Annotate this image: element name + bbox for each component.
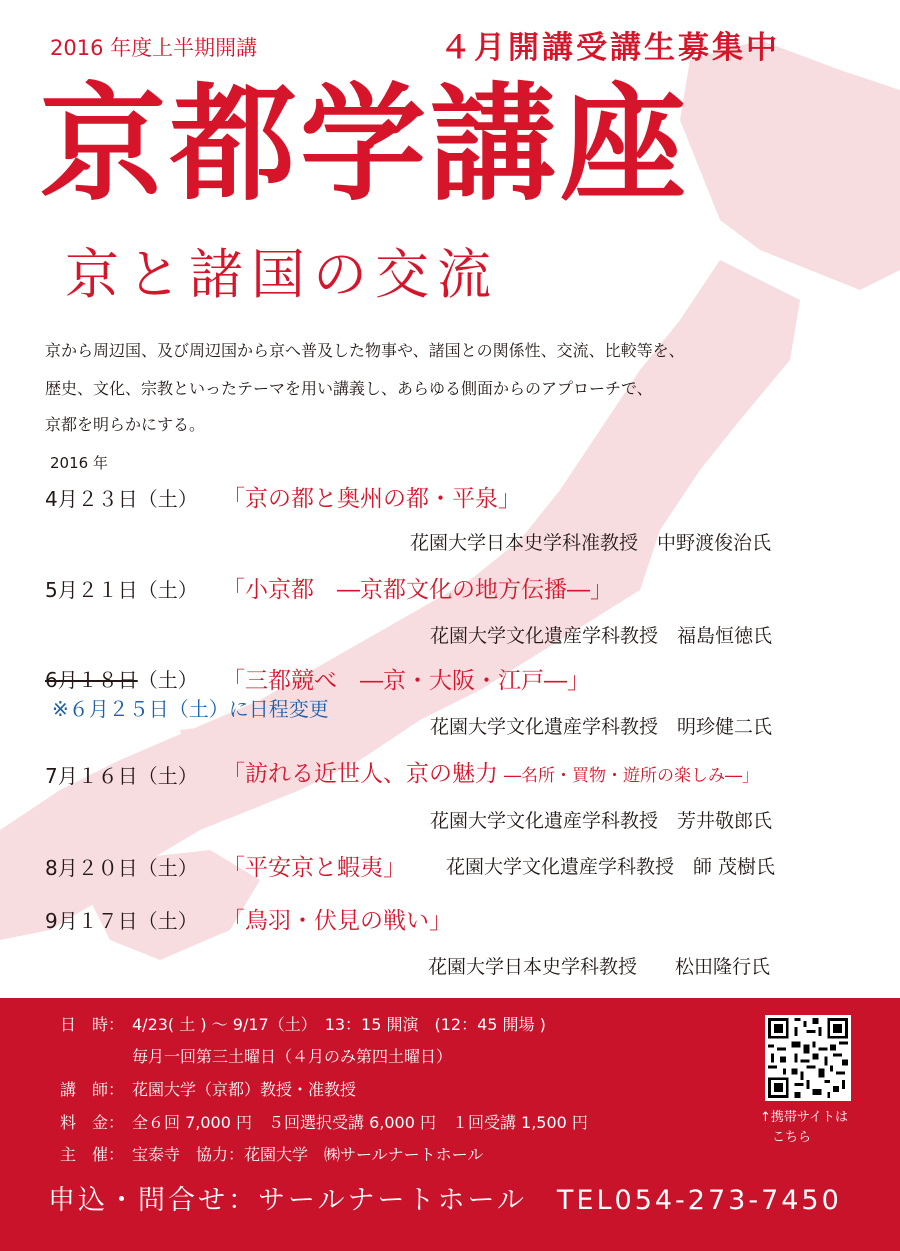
date-weekday: （土） bbox=[137, 668, 198, 692]
datetime-label: 日 時： bbox=[60, 1015, 125, 1034]
lecture-title: 「京の都と奥州の都・平泉」 bbox=[222, 486, 521, 512]
intro-line-2: 歴史、文化、宗教といったテーマを用い講義し、あらゆる側面からのアプローチで、 bbox=[45, 379, 653, 398]
lecture-subtitle: ―名所・買物・遊所の楽しみ―」 bbox=[504, 766, 759, 786]
lecturer-name: 花園大学文化遺産学科教授 明珍健二氏 bbox=[430, 716, 773, 738]
host-value: 宝泰寺 協力：花園大学 ㈱サールナートホール bbox=[132, 1145, 484, 1164]
qr-caption-line-1: ↑携帯サイトは bbox=[760, 1110, 848, 1125]
subtitle: 京と諸国の交流 bbox=[65, 243, 499, 306]
lecture-date: 8月２０日（土） bbox=[45, 856, 198, 880]
lecture-title: 「訪れる近世人、京の魅力 bbox=[222, 761, 498, 787]
lecture-title: 「三都競べ ―京・大阪・江戸―」 bbox=[222, 668, 590, 694]
lecture-title: 「鳥羽・伏見の戦い」 bbox=[222, 908, 452, 934]
lecturer-value: 花園大学（京都）教授・准教授 bbox=[132, 1080, 357, 1099]
lecture-title-line bbox=[222, 755, 759, 788]
datetime-note: 毎月一回第三土曜日（４月のみ第四土曜日） bbox=[132, 1047, 453, 1066]
datetime-value: 4/23( 土 ) ～ 9/17（土） 13：15 開演 (12：45 開場 ) bbox=[132, 1015, 546, 1034]
lecturer-label: 講 師： bbox=[60, 1080, 125, 1099]
lecture-date: 7月１６日（土） bbox=[45, 764, 198, 788]
intro-line-3: 京都を明らかにする。 bbox=[45, 415, 206, 434]
fee-label: 料 金： bbox=[60, 1113, 125, 1132]
lecturer-name: 花園大学文化遺産学科教授 師 茂樹氏 bbox=[446, 856, 776, 878]
qr-code[interactable] bbox=[765, 1015, 851, 1101]
lecturer-name: 花園大学文化遺産学科教授 福島恒徳氏 bbox=[430, 625, 773, 647]
lecture-date-changed bbox=[45, 664, 198, 693]
lecture-date: 5月２１日（土） bbox=[45, 578, 198, 602]
lecture-date: 9月１７日（土） bbox=[45, 909, 198, 933]
contact-info: 申込・問合せ：サールナートホール TEL054-273-7450 bbox=[48, 1185, 842, 1216]
qr-caption-line-2: こちら bbox=[772, 1130, 812, 1145]
lecturer-name: 花園大学日本史学科教授 松田隆行氏 bbox=[428, 956, 771, 978]
recruitment-banner: ４月開講受講生募集中 bbox=[440, 30, 780, 66]
lecture-title: 「平安京と蝦夷」 bbox=[222, 855, 406, 881]
lecture-date: 4月２３日（土） bbox=[45, 487, 198, 511]
schedule-change-note: ※６月２５日（土）に日程変更 bbox=[52, 697, 329, 721]
host-label: 主 催： bbox=[60, 1145, 125, 1164]
old-date: 6月１８日 bbox=[45, 668, 138, 692]
schedule-year: 2016 年 bbox=[50, 454, 108, 472]
year-subtitle: 2016 年度上半期開講 bbox=[50, 36, 258, 60]
lecturer-name: 花園大学日本史学科准教授 中野渡俊治氏 bbox=[410, 532, 772, 554]
fee-value: 全６回 7,000 円 ５回選択受講 6,000 円 １回受講 1,500 円 bbox=[132, 1113, 588, 1132]
lecturer-name: 花園大学文化遺産学科教授 芳井敬郎氏 bbox=[430, 810, 773, 832]
lecture-title: 「小京都 ―京都文化の地方伝播―」 bbox=[222, 577, 613, 603]
main-title: 京都学講座 bbox=[40, 71, 690, 218]
intro-line-1: 京から周辺国、及び周辺国から京へ普及した物事や、諸国との関係性、交流、比較等を、 bbox=[45, 341, 685, 360]
